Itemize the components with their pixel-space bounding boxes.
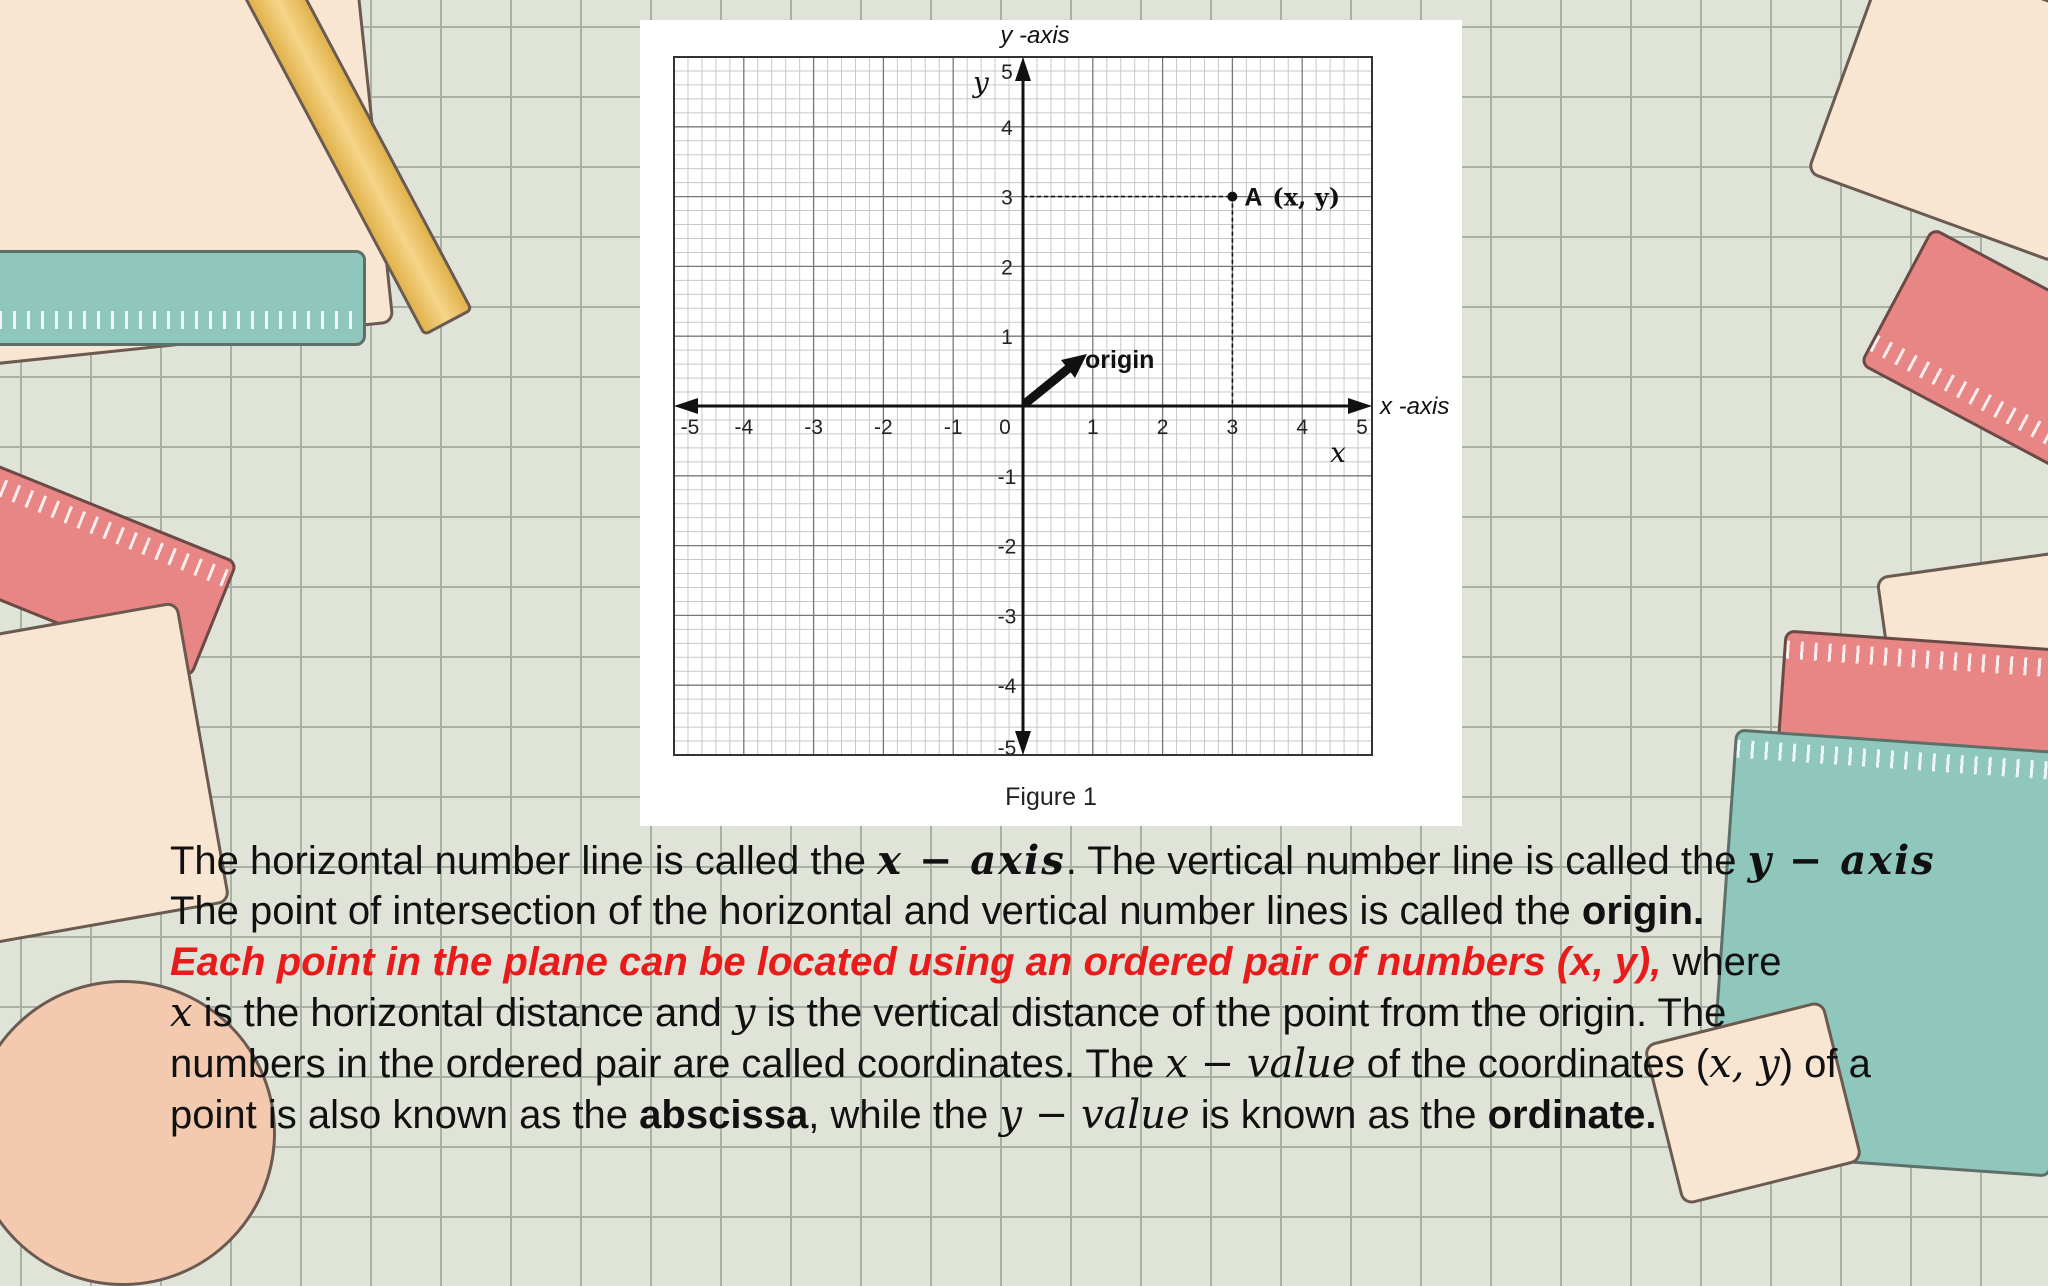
y-tick-label: 1 — [1001, 326, 1013, 350]
text-line-2 — [170, 886, 2048, 937]
y-axis-arrow-up — [1015, 57, 1031, 81]
origin-term: origin. — [1581, 889, 1705, 933]
x-tick-label: -1 — [943, 416, 963, 439]
y-tick-label: -2 — [997, 535, 1017, 559]
y-axis-term: y − axis — [1747, 837, 1936, 884]
y-tick-label: -5 — [997, 737, 1017, 760]
text-span: The point of intersection of the horizontal and vertical number lines is called the — [170, 889, 1582, 933]
text-span: point is also known as the — [170, 1093, 640, 1137]
x-tick-label: 1 — [1086, 416, 1099, 439]
text-span: The horizontal number line is called the — [170, 839, 878, 883]
text-span: of the coordinates ( — [1355, 1042, 1710, 1086]
text-line-4 — [170, 988, 2048, 1039]
set-square-top-left — [0, 250, 366, 346]
x-tick-label: -5 — [680, 416, 700, 439]
x-axis-arrow-right — [1348, 398, 1372, 414]
x-tick-label: -2 — [874, 416, 893, 439]
text-span: ) of a — [1779, 1042, 1871, 1086]
x-tick-label: -4 — [734, 416, 754, 439]
math-x: x — [170, 990, 193, 1036]
coordinate-plane-chart — [640, 20, 1462, 826]
x-axis-arrow-left — [674, 398, 698, 414]
y-tick-label: -1 — [997, 465, 1017, 489]
highlight-sentence: Each point in the plane can be located using an ordered pair of numbers (x, y), — [170, 940, 1662, 984]
x-axis-term: x − axis — [877, 837, 1066, 884]
text-span: is the horizontal distance and — [192, 991, 733, 1035]
x-tick-label: 2 — [1156, 416, 1169, 439]
y-variable-label: y — [973, 65, 989, 99]
x-tick-label: 5 — [1356, 416, 1368, 439]
origin-arrow-shaft — [1027, 368, 1069, 402]
text-line-1 — [170, 835, 2048, 886]
ruler-ticks — [0, 311, 363, 329]
y-axis-arrow-down — [1015, 731, 1031, 755]
ruler-ticks — [1786, 641, 2048, 680]
ruler-ticks — [0, 459, 232, 588]
x-tick-label: 4 — [1296, 416, 1309, 439]
text-line-5 — [170, 1039, 2048, 1090]
x-axis-title: x -axis — [1380, 393, 1450, 420]
x-tick-label: -3 — [804, 416, 823, 439]
text-span: . The vertical number line is called the — [1065, 839, 1748, 883]
ruler-right-top — [1859, 227, 2048, 490]
text-line-3 — [170, 937, 2048, 988]
math-xy: x, y — [1709, 1041, 1780, 1087]
figure-caption: Figure 1 — [1005, 783, 1097, 811]
origin-tick-label: 0 — [999, 416, 1011, 439]
y-tick-label: 3 — [1001, 186, 1013, 210]
ordinate-term: ordinate. — [1487, 1093, 1657, 1137]
y-axis-title: y -axis — [1000, 22, 1070, 49]
y-value-term: y − value — [999, 1092, 1190, 1138]
ruler-ticks — [1870, 335, 2048, 473]
x-tick-label: 3 — [1226, 416, 1239, 439]
y-tick-label: 5 — [1001, 61, 1013, 84]
origin-label: origin — [1085, 346, 1155, 374]
y-tick-label: 2 — [1001, 256, 1013, 280]
math-y: y — [732, 990, 756, 1036]
point-a-coords: (x, y) — [1272, 182, 1341, 212]
text-span: is known as the — [1189, 1093, 1488, 1137]
y-tick-label: -3 — [997, 605, 1017, 629]
text-span: numbers in the ordered pair are called coordinates. The — [170, 1042, 1166, 1086]
y-tick-label: -4 — [997, 675, 1017, 699]
abscissa-term: abscissa — [639, 1093, 809, 1137]
note-card-top-right — [1806, 0, 2048, 264]
explanation-text — [170, 835, 2048, 1141]
figure-coordinate-plane — [640, 20, 1462, 826]
point-a-marker — [1227, 192, 1237, 202]
x-value-term: x − value — [1165, 1041, 1356, 1087]
y-tick-label: 4 — [1001, 116, 1013, 140]
point-a-label: A — [1244, 183, 1263, 212]
text-span: is the vertical distance of the point from the origin. The — [755, 991, 1727, 1035]
text-line-6 — [170, 1090, 2048, 1141]
x-variable-label: x — [1330, 436, 1346, 469]
text-span: , while the — [808, 1093, 1000, 1137]
text-span: where — [1661, 940, 1782, 984]
